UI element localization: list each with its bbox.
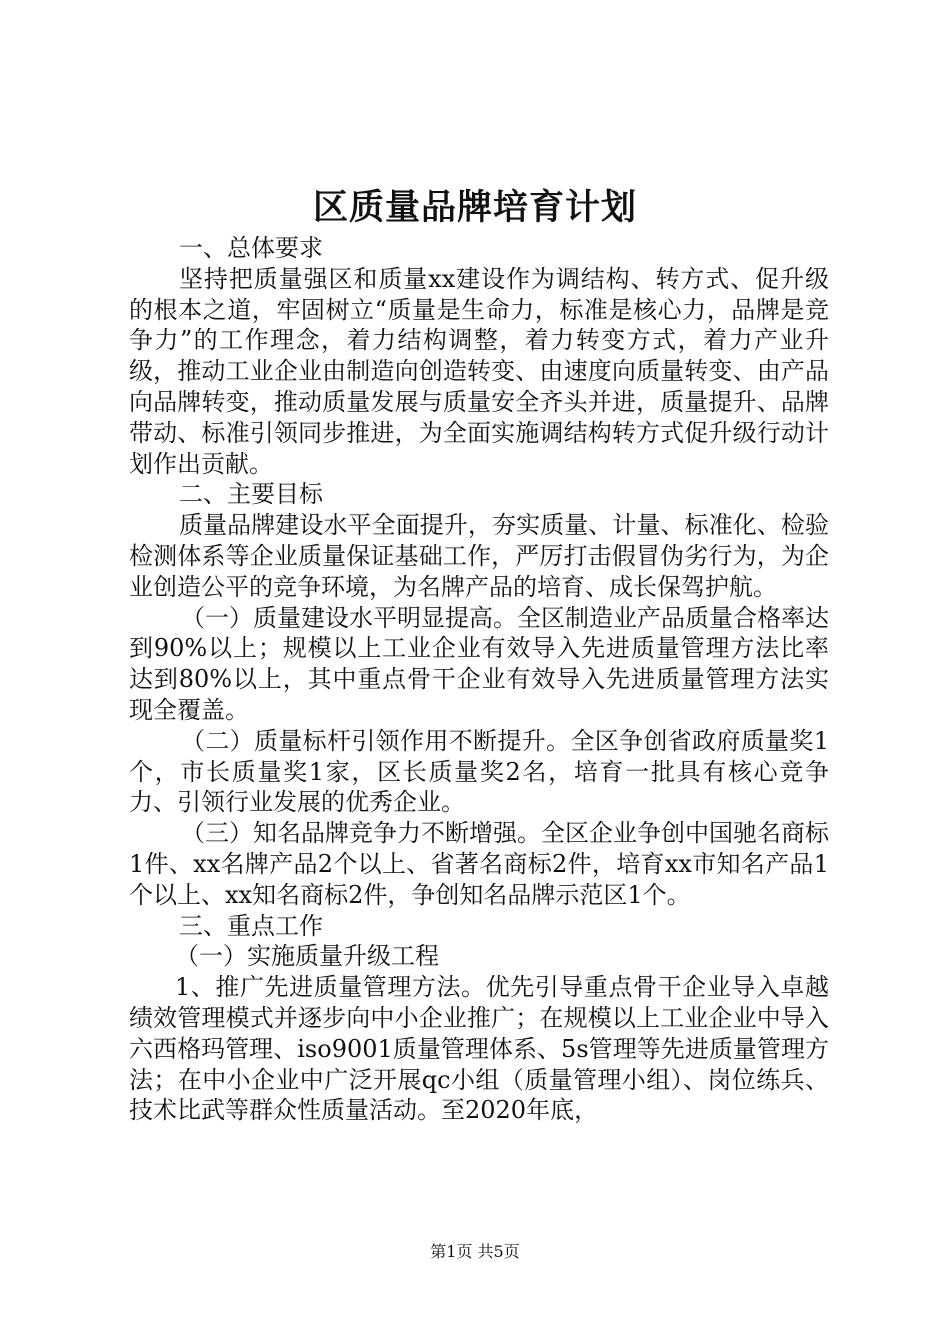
subheading-quality-upgrade: （一）实施质量升级工程: [175, 942, 439, 971]
paragraph-goal-1: （一）质量建设水平明显提高。全区制造业产品质量合格率达到90%以上；规模以上工业企业有效导入先进质量管理方法比率达到80%以上，其中重点骨干企业有效导入先进质量管理方法实现全覆盖。: [129, 603, 829, 724]
heading-general-requirements: 一、总体要求: [179, 234, 323, 262]
heading-key-work: 三、重点工作: [179, 911, 323, 940]
paragraph-main-goals: 质量品牌建设水平全面提升，夯实质量、计量、标准化、检验检测体系等企业质量保证基础工作，严厉打击假冒伪劣行为，为企业创造公平的竞争环境，为名牌产品的培育、成长保驾护航。: [129, 511, 829, 601]
paragraph-quality-methods: 1、推广先进质量管理方法。优先引导重点骨干企业导入卓越绩效管理模式并逐步向中小企业推广；在规模以上工业企业中导入六西格玛管理、iso9001质量管理体系、5s管理等先进质量管理方法；在中小企业中广泛开展qc小组（质量管理小组）、岗位练兵、技术比武等群众性质量活动。至2020年底，: [129, 973, 829, 1125]
document-body: [129, 233, 829, 1126]
heading-main-goals: 二、主要目标: [179, 480, 323, 509]
document-title: 区质量品牌培育计划: [312, 187, 637, 228]
page-number-footer: 第1页 共5页: [430, 1242, 520, 1261]
paragraph-general-requirements: 坚持把质量强区和质量xx建设作为调结构、转方式、促升级的根本之道，牢固树立“质量是生命力，标准是核心力，品牌是竞争力”的工作理念，着力结构调整，着力转变方式，着力产业升级，推动工业企业由制造向创造转变、由速度向质量转变、由产品向品牌转变，推动质量发展与质量安全齐头并进，质量提升、品牌带动、标准引领同步推进，为全面实施调结构转方式促升级行动计划作出贡献。: [129, 264, 829, 478]
paragraph-goal-3: （三）知名品牌竞争力不断增强。全区企业争创中国驰名商标1件、xx名牌产品2个以上、省著名商标2件，培育xx市知名产品1个以上、xx知名商标2件，争创知名品牌示范区1个。: [129, 819, 829, 909]
paragraph-goal-2: （二）质量标杆引领作用不断提升。全区争创省政府质量奖1个，市长质量奖1家，区长质量奖2名，培育一批具有核心竞争力、引领行业发展的优秀企业。: [129, 726, 829, 817]
